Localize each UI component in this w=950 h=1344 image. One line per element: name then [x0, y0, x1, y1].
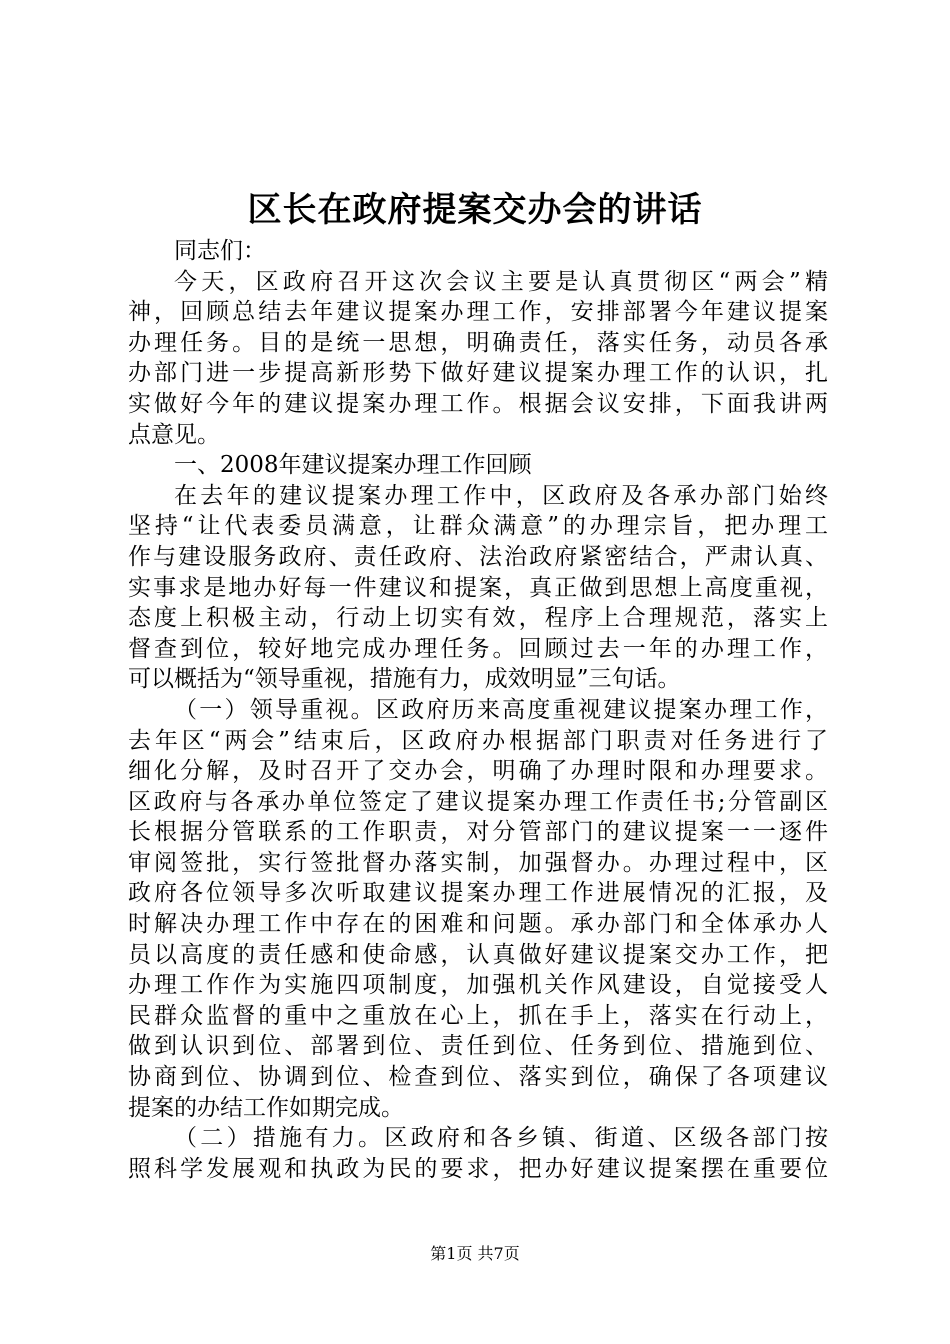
paragraph-line: 民群众监督的重中之重放在心上，抓在手上，落实在行动上，: [128, 1002, 828, 1029]
document-body: [128, 236, 828, 1184]
paragraph-line: 点意见。: [128, 421, 220, 448]
page-title: 区长在政府提案交办会的讲话: [247, 190, 703, 230]
paragraph-line: 员以高度的责任感和使命感，认真做好建议提案交办工作，把: [128, 941, 828, 968]
paragraph-line: 提案的办结工作如期完成。: [128, 1094, 404, 1121]
paragraph-line: 长根据分管联系的工作职责，对分管部门的建议提案一一逐件: [128, 819, 828, 846]
paragraph-line: （二）措施有力。区政府和各乡镇、街道、区级各部门按: [174, 1125, 828, 1152]
paragraph-line: 办理工作作为实施四项制度，加强机关作风建设，自觉接受人: [128, 972, 828, 999]
paragraph-line: 做到认识到位、部署到位、责任到位、任务到位、措施到位、: [128, 1033, 828, 1060]
paragraph-line: 在去年的建议提案办理工作中，区政府及各承办部门始终: [174, 482, 828, 509]
paragraph-line: 坚持“让代表委员满意，让群众满意”的办理宗旨，把办理工: [128, 513, 828, 540]
paragraph-line: 照科学发展观和执政为民的要求，把办好建议提案摆在重要位: [128, 1155, 828, 1182]
paragraph-line: 实事求是地办好每一件建议和提案，真正做到思想上高度重视，: [128, 574, 828, 601]
section-heading: 一、2008年建议提案办理工作回顾: [174, 452, 532, 479]
paragraph-line: 实做好今年的建议提案办理工作。根据会议安排，下面我讲两: [128, 390, 828, 417]
paragraph-line: 作与建设服务政府、责任政府、法治政府紧密结合，严肃认真、: [128, 543, 828, 570]
paragraph-line: 可以概括为“领导重视，措施有力，成效明显”三句话。: [128, 666, 681, 693]
salutation-line: 同志们：: [174, 238, 266, 264]
paragraph-line: 细化分解，及时召开了交办会，明确了办理时限和办理要求。: [128, 758, 828, 785]
paragraph-line: 去年区“两会”结束后，区政府办根据部门职责对任务进行了: [128, 727, 828, 754]
paragraph-line: 时解决办理工作中存在的困难和问题。承办部门和全体承办人: [128, 911, 828, 938]
paragraph-line: 审阅签批，实行签批督办落实制，加强督办。办理过程中，区: [128, 849, 828, 876]
paragraph-line: 今天，区政府召开这次会议主要是认真贯彻区“两会”精: [174, 268, 828, 295]
paragraph-line: 督查到位，较好地完成办理任务。回顾过去一年的办理工作，: [128, 635, 828, 662]
paragraph-line: 办理任务。目的是统一思想，明确责任，落实任务，动员各承: [128, 329, 828, 356]
paragraph-line: 态度上积极主动，行动上切实有效，程序上合理规范，落实上: [128, 605, 828, 632]
paragraph-line: 政府各位领导多次听取建议提案办理工作进展情况的汇报，及: [128, 880, 828, 907]
paragraph-line: （一）领导重视。区政府历来高度重视建议提案办理工作，: [174, 696, 828, 723]
paragraph-line: 区政府与各承办单位签定了建议提案办理工作责任书;分管副区: [128, 788, 828, 815]
paragraph-line: 办部门进一步提高新形势下做好建议提案办理工作的认识，扎: [128, 360, 828, 387]
page-number: 第1页 共7页: [430, 1244, 520, 1263]
paragraph-line: 协商到位、协调到位、检查到位、落实到位，确保了各项建议: [128, 1064, 828, 1091]
paragraph-line: 神，回顾总结去年建议提案办理工作，安排部署今年建议提案: [128, 299, 828, 326]
